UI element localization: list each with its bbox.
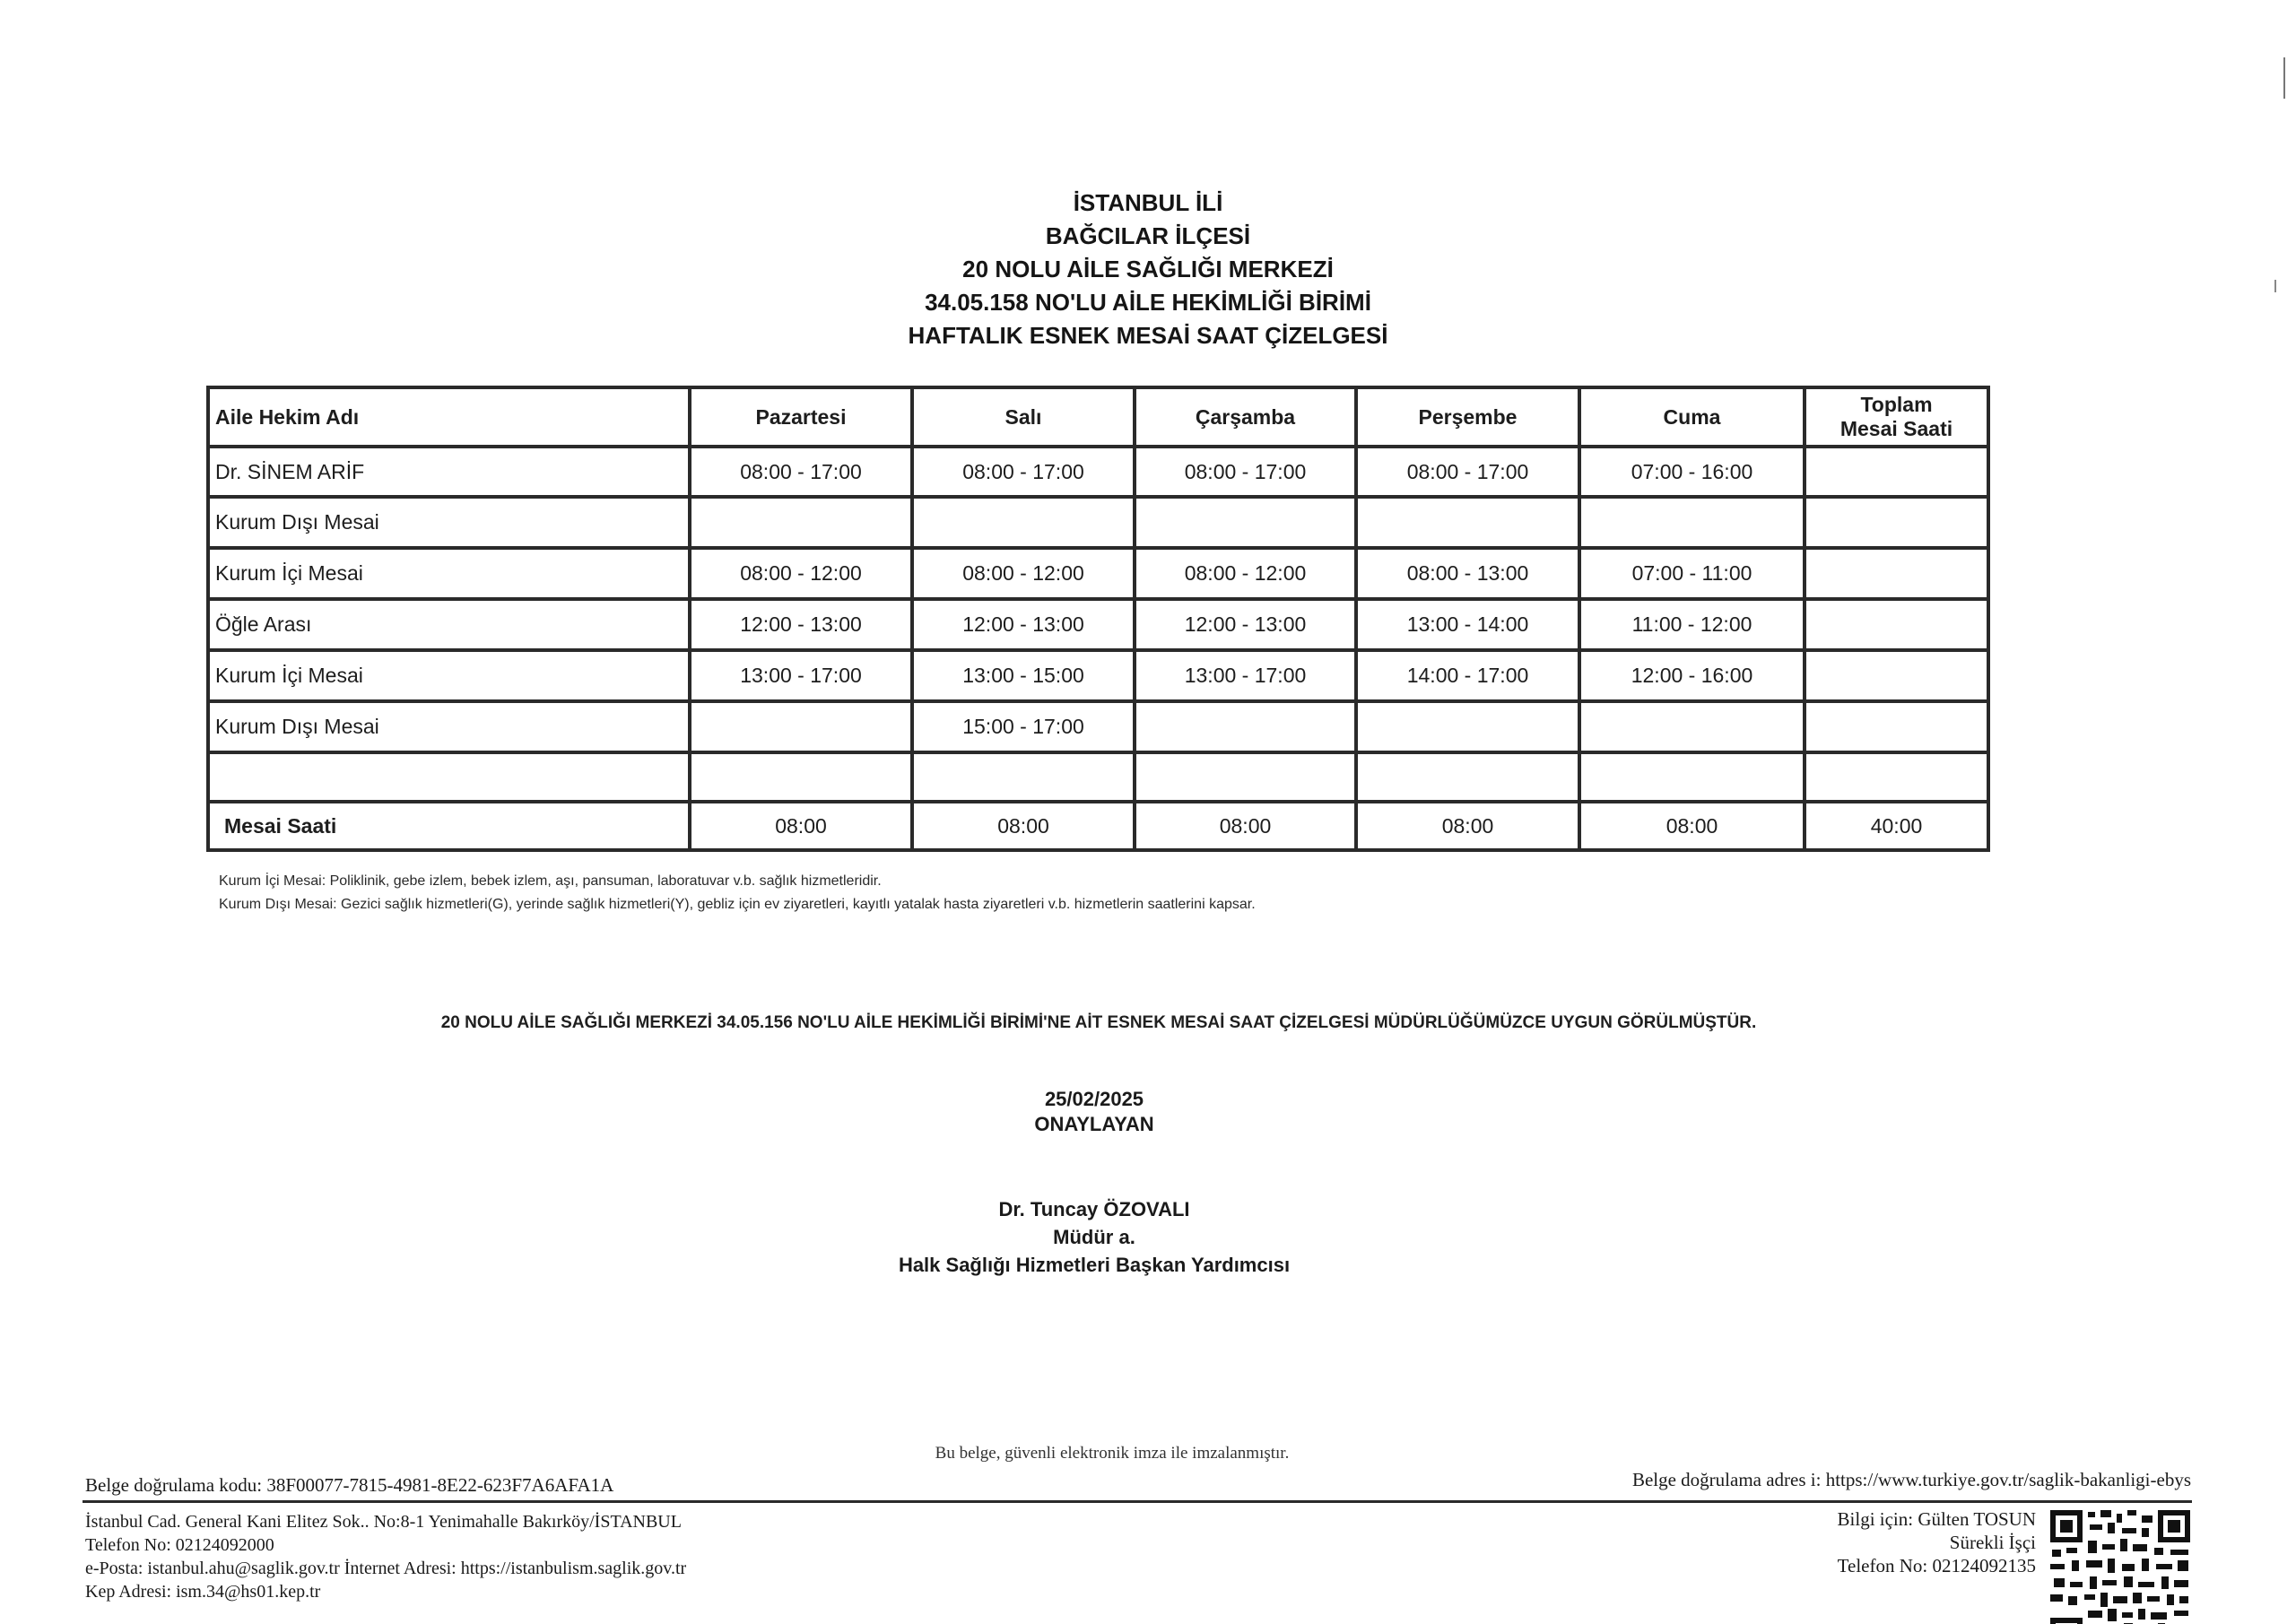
table-cell xyxy=(1805,752,1988,802)
column-header-total-line2: Mesai Saati xyxy=(1839,417,1953,440)
table-cell xyxy=(912,752,1135,802)
table-cell xyxy=(1356,752,1579,802)
table-cell: 13:00 - 17:00 xyxy=(1135,650,1356,701)
contact-person: Bilgi için: Gülten TOSUN xyxy=(1837,1508,2036,1530)
note-internal: Kurum İçi Mesai: Poliklinik, gebe izlem, bebek izlem, aşı, pansuman, laboratuvar v.b. sağlık hizmetleridir. xyxy=(219,873,882,889)
table-cell xyxy=(1135,701,1356,752)
table-row xyxy=(208,447,1988,497)
qr-code-icon xyxy=(2048,1508,2192,1624)
column-header-wednesday: Çarşamba xyxy=(1135,387,1356,447)
table-cell xyxy=(1805,650,1988,701)
table-cell: 08:00 - 17:00 xyxy=(690,447,912,497)
table-row xyxy=(208,701,1988,752)
table-cell: 08:00 xyxy=(912,802,1135,850)
table-cell xyxy=(1579,497,1805,548)
date-block xyxy=(0,1087,2188,1137)
footer-divider xyxy=(83,1500,2192,1503)
total-row-label: Mesai Saati xyxy=(208,802,690,850)
approver-label: ONAYLAYAN xyxy=(1034,1113,1154,1135)
document-header xyxy=(0,187,2296,352)
table-cell xyxy=(1579,752,1805,802)
column-header-thursday: Perşembe xyxy=(1356,387,1579,447)
table-cell: 07:00 - 11:00 xyxy=(1579,548,1805,599)
table-row xyxy=(208,497,1988,548)
table-cell: 08:00 - 13:00 xyxy=(1356,548,1579,599)
table-cell xyxy=(912,497,1135,548)
table-cell: 15:00 - 17:00 xyxy=(912,701,1135,752)
column-header-monday: Pazartesi xyxy=(690,387,912,447)
row-label xyxy=(208,752,690,802)
table-cell: 13:00 - 17:00 xyxy=(690,650,912,701)
table-cell xyxy=(1356,497,1579,548)
table-cell: 14:00 - 17:00 xyxy=(1356,650,1579,701)
header-line-center: 20 NOLU AİLE SAĞLIĞI MERKEZİ xyxy=(962,256,1334,282)
table-cell xyxy=(1579,701,1805,752)
scan-edge-mark xyxy=(2283,57,2285,99)
signatory-position: Halk Sağlığı Hizmetleri Başkan Yardımcısı xyxy=(898,1254,1291,1276)
table-cell xyxy=(1135,497,1356,548)
footer-contact xyxy=(1838,1507,2036,1577)
header-line-province: İSTANBUL İLİ xyxy=(1073,189,1223,216)
table-cell: 13:00 - 15:00 xyxy=(912,650,1135,701)
signatory-block xyxy=(0,1195,2188,1279)
column-header-name: Aile Hekim Adı xyxy=(208,387,690,447)
table-cell: 08:00 - 17:00 xyxy=(1356,447,1579,497)
contact-role: Sürekli İşçi xyxy=(1949,1532,2036,1553)
signatory-name: Dr. Tuncay ÖZOVALI xyxy=(998,1198,1190,1220)
row-label: Kurum İçi Mesai xyxy=(208,548,690,599)
esign-note: Bu belge, güvenli elektronik imza ile imzalanmıştır. xyxy=(935,1444,1290,1463)
table-total-row xyxy=(208,802,1988,850)
table-cell: 11:00 - 12:00 xyxy=(1579,599,1805,650)
table-row xyxy=(208,752,1988,802)
signatory-title: Müdür a. xyxy=(1053,1226,1135,1248)
table-cell: 13:00 - 14:00 xyxy=(1356,599,1579,650)
table-cell: 12:00 - 13:00 xyxy=(690,599,912,650)
table-notes xyxy=(219,870,1256,916)
table-cell xyxy=(1805,497,1988,548)
row-label: Kurum Dışı Mesai xyxy=(208,701,690,752)
table-cell: 12:00 - 16:00 xyxy=(1579,650,1805,701)
table-row xyxy=(208,650,1988,701)
table-cell xyxy=(1135,752,1356,802)
column-header-total xyxy=(1805,387,1988,447)
table-cell xyxy=(690,701,912,752)
table-cell xyxy=(1805,447,1988,497)
column-header-friday: Cuma xyxy=(1579,387,1805,447)
contact-phone: Telefon No: 02124092135 xyxy=(1837,1555,2036,1576)
approval-statement: 20 NOLU AİLE SAĞLIĞI MERKEZİ 34.05.156 NO'LU AİLE HEKİMLİĞİ BİRİMİ'NE AİT ESNEK MESAİ SAAT ÇİZELGESİ MÜDÜRLÜĞÜMÜZCE UYGUN GÖRÜLMÜŞTÜR. xyxy=(440,1013,1757,1032)
table-header-row xyxy=(208,387,1988,447)
table-cell: 08:00 - 12:00 xyxy=(1135,548,1356,599)
table-cell xyxy=(1805,599,1988,650)
table-cell xyxy=(690,497,912,548)
table-cell xyxy=(1805,548,1988,599)
table-row xyxy=(208,599,1988,650)
approval-date: 25/02/2025 xyxy=(1044,1088,1144,1110)
table-cell: 08:00 - 17:00 xyxy=(912,447,1135,497)
phone-line: Telefon No: 02124092000 xyxy=(85,1535,274,1555)
table-cell: 08:00 - 17:00 xyxy=(1135,447,1356,497)
table-cell xyxy=(1356,701,1579,752)
table-cell xyxy=(1805,701,1988,752)
verification-code: Belge doğrulama kodu: 38F00077-7815-4981-8E22-623F7A6AFA1A xyxy=(85,1474,614,1496)
row-label: Kurum Dışı Mesai xyxy=(208,497,690,548)
table-cell: 12:00 - 13:00 xyxy=(1135,599,1356,650)
column-header-total-line1: Toplam xyxy=(1860,393,1933,416)
column-header-tuesday: Salı xyxy=(912,387,1135,447)
footer-address xyxy=(85,1510,686,1603)
table-row xyxy=(208,548,1988,599)
table-cell: 08:00 xyxy=(1579,802,1805,850)
row-label: Öğle Arası xyxy=(208,599,690,650)
table-cell: 08:00 xyxy=(1135,802,1356,850)
header-line-unit: 34.05.158 NO'LU AİLE HEKİMLİĞİ BİRİMİ xyxy=(925,289,1371,316)
table-cell xyxy=(690,752,912,802)
schedule-table xyxy=(206,386,1990,852)
address-line: İstanbul Cad. General Kani Elitez Sok.. No:8-1 Yenimahalle Bakırköy/İSTANBUL xyxy=(85,1512,682,1532)
verification-address: Belge doğrulama adres i: https://www.turkiye.gov.tr/saglik-bakanligi-ebys xyxy=(1631,1469,2191,1490)
row-label: Dr. SİNEM ARİF xyxy=(208,447,690,497)
row-label: Kurum İçi Mesai xyxy=(208,650,690,701)
table-cell: 08:00 - 12:00 xyxy=(690,548,912,599)
email-line: e-Posta: istanbul.ahu@saglik.gov.tr İnternet Adresi: https://istanbulism.saglik.gov.tr xyxy=(85,1559,687,1578)
table-cell: 40:00 xyxy=(1805,802,1988,850)
header-line-title: HAFTALIK ESNEK MESAİ SAAT ÇİZELGESİ xyxy=(908,322,1388,349)
table-cell: 08:00 xyxy=(690,802,912,850)
kep-line: Kep Adresi: ism.34@hs01.kep.tr xyxy=(85,1582,321,1602)
table-cell: 07:00 - 16:00 xyxy=(1579,447,1805,497)
table-cell: 12:00 - 13:00 xyxy=(912,599,1135,650)
header-line-district: BAĞCILAR İLÇESİ xyxy=(1045,222,1251,249)
note-external: Kurum Dışı Mesai: Gezici sağlık hizmetleri(G), yerinde sağlık hizmetleri(Y), gebliz için ev ziyaretleri, kayıtlı yatalak hasta ziyaretleri v.b. hizmetlerin saatlerini kapsar. xyxy=(219,897,1256,912)
table-cell: 08:00 - 12:00 xyxy=(912,548,1135,599)
table-cell: 08:00 xyxy=(1356,802,1579,850)
